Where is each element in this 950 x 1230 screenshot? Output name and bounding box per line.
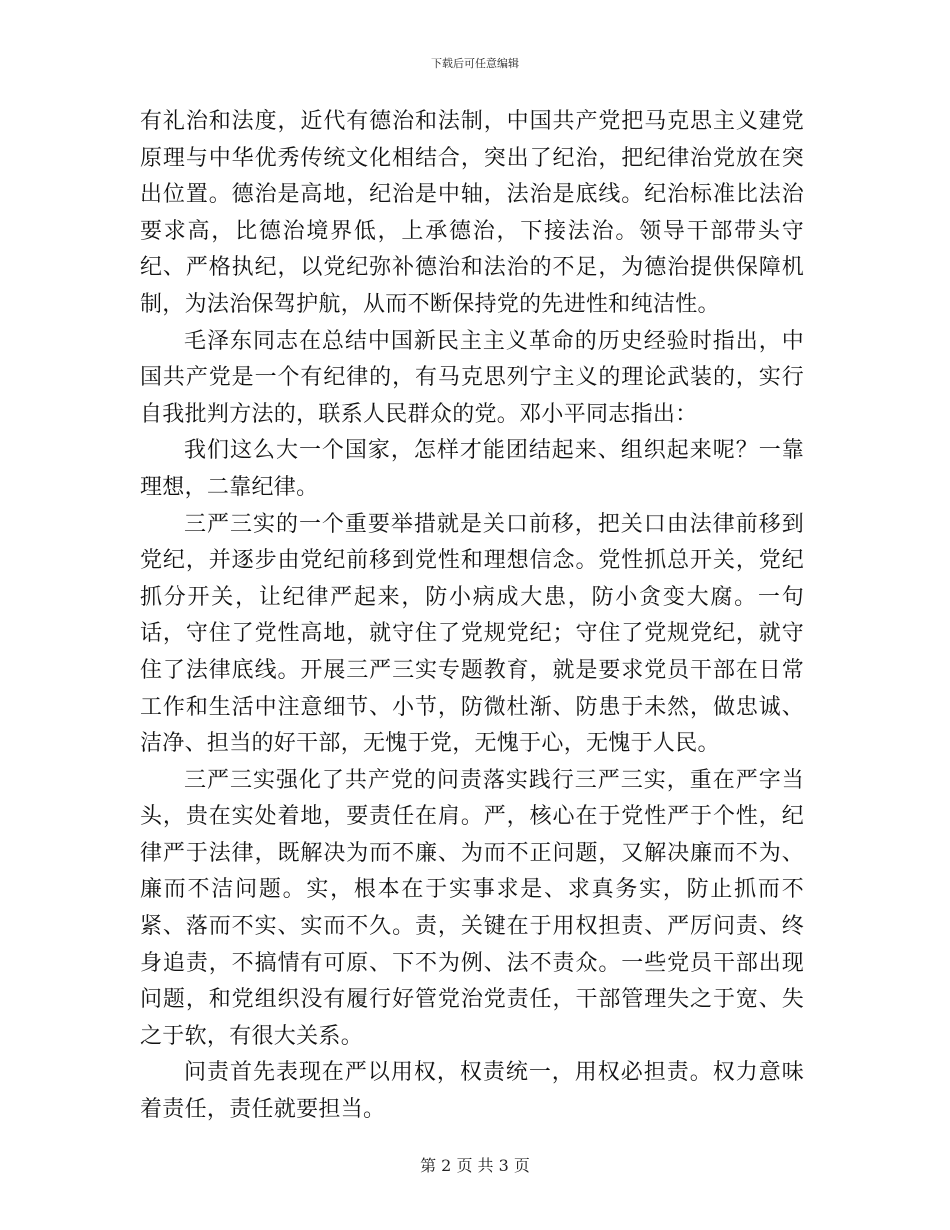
paragraph-6: 问责首先表现在严以用权，权责统一，用权必担责。权力意味着责任，责任就要担当。 bbox=[140, 1060, 804, 1123]
paragraph-1: 有礼治和法度，近代有德治和法制，中国共产党把马克思主义建党原理与中华优秀传统文化相结合，突出了纪治，把纪律治党放在突出位置。德治是高地，纪治是中轴，法治是底线。纪治标准比法治要求高，比德治境界低，上承德治，下接法治。领导干部带头守纪、严格执纪，以党纪弥补德治和法治的不足，为德治提供保障机制，为法治保驾护航，从而不断保持党的先进性和纯洁性。 bbox=[140, 109, 804, 317]
paragraph-4: 三严三实的一个重要举措就是关口前移，把关口由法律前移到党纪，并逐步由党纪前移到党性和理想信念。党性抓总开关，党纪抓分开关，让纪律严起来，防小病成大患，防小贪变大腐。一句话，守住了党性高地，就守住了党规党纪；守住了党规党纪，就守住了法律底线。开展三严三实专题教育，就是要求党员干部在日常工作和生活中注意细节、小节，防微杜渐、防患于未然，做忠诚、洁净、担当的好干部，无愧于党，无愧于心，无愧于人民。 bbox=[140, 511, 804, 757]
page-header: 下载后可任意编辑 bbox=[431, 57, 519, 70]
paragraph-3: 我们这么大一个国家，怎样才能团结起来、组织起来呢？一靠理想，二靠纪律。 bbox=[140, 438, 804, 500]
paragraph-2: 毛泽东同志在总结中国新民主主义革命的历史经验时指出，中国共产党是一个有纪律的，有马克思列宁主义的理论武装的，实行自我批判方法的，联系人民群众的党。邓小平同志指出： bbox=[140, 328, 804, 427]
document-body bbox=[140, 104, 804, 1129]
page-footer: 第 2 页 共 3 页 bbox=[420, 1156, 530, 1175]
paragraph-5: 三严三实强化了共产党的问责落实践行三严三实，重在严字当头，贵在实处着地，要责任在肩。严，核心在于党性严于个性，纪律严于法律，既解决为而不廉、为而不正问题，又解决廉而不为、廉而不洁问题。实，根本在于实事求是、求真务实，防止抓而不紧、落而不实、实而不久。责，关键在于用权担责、严厉问责、终身追责，不搞情有可原、下不为例、法不责众。一些党员干部出现问题，和党组织没有履行好管党治党责任，干部管理失之于宽、失之于软，有很大关系。 bbox=[140, 767, 804, 1049]
